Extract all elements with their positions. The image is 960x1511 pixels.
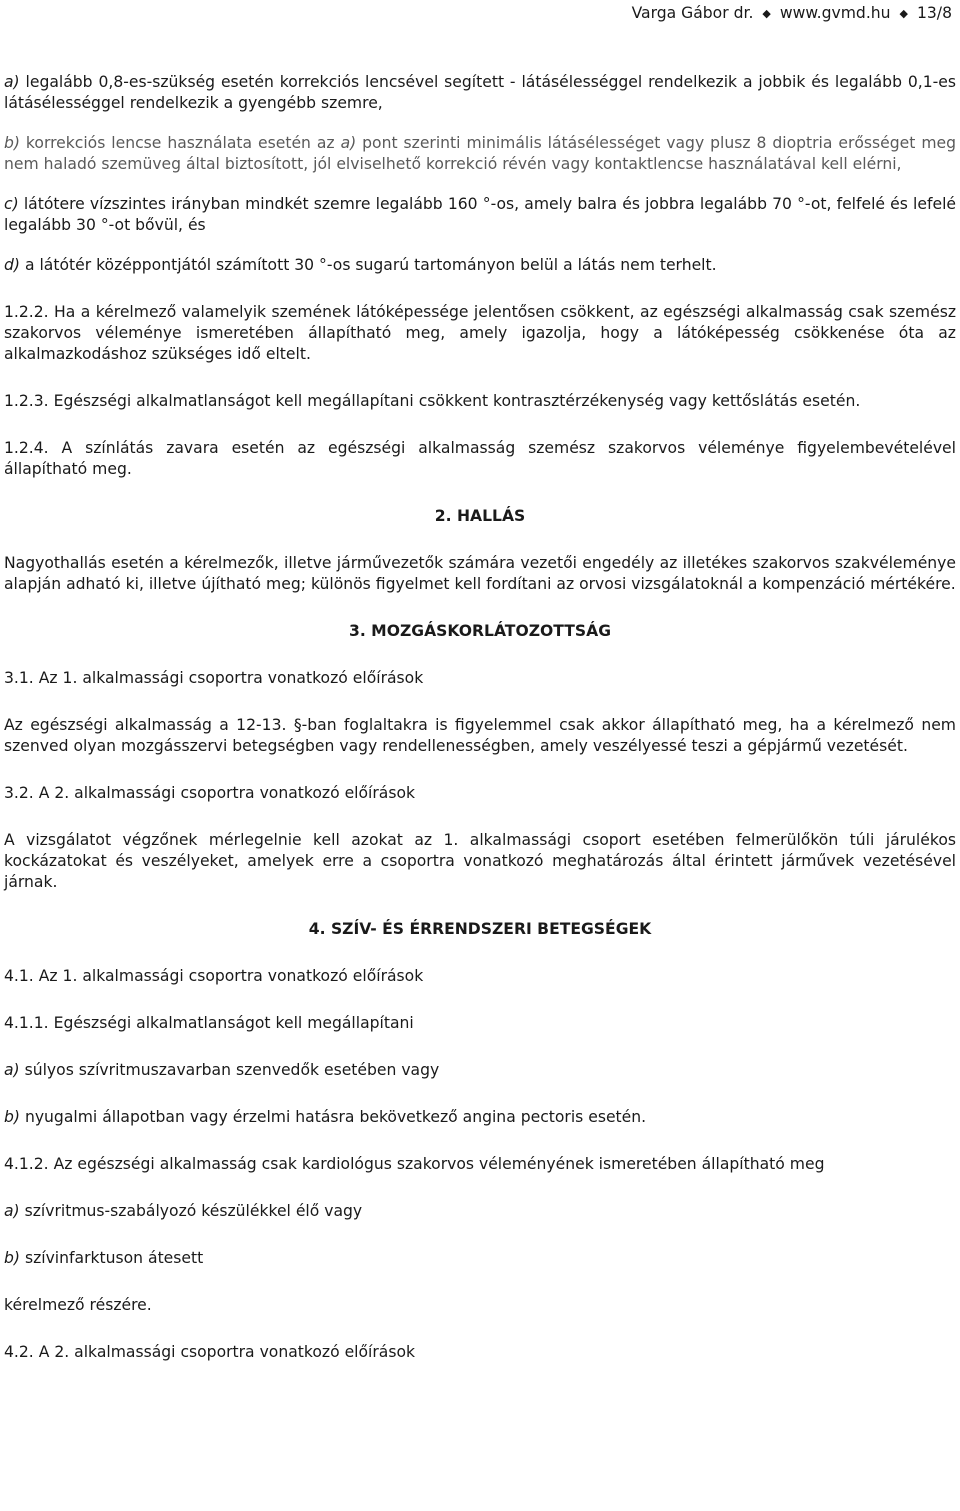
diamond-icon: ◆ xyxy=(899,7,908,20)
paragraph-1-2-2: 1.2.2. Ha a kérelmező valamelyik szemének látóképessége jelentősen csökkent, az egészségi alkalmasság csak szemész szakorvos véleménye ismeretében állapítható meg, amely igazolja, hogy a látóképesség csökkenése óta az alkalmazkodáshoz szükséges idő eltelt. xyxy=(4,303,956,363)
item-text: szívinfarktuson átesett xyxy=(19,1249,204,1267)
paragraph-d xyxy=(4,255,956,276)
item-label: a) xyxy=(4,73,20,91)
paragraph-hallas: Nagyothallás esetén a kérelmezők, illetve járművezetők számára vezetői engedély az illetékes szakorvos szakvéleménye alapján adható ki, illetve újítható meg; különös figyelmet kell fordítani az orvosi vizsgálatoknál a kompenzáció mértékére. xyxy=(4,554,956,593)
paragraph-3-1-body: Az egészségi alkalmasság a 12-13. §-ban foglaltakra is figyelemmel csak akkor állapítható meg, ha a kérelmező nem szenved olyan mozgásszervi betegségben vagy rendellenességben, amely veszélyessé teszi a gépjármű vezetését. xyxy=(4,716,956,755)
paragraph-kerelmezo: kérelmező részére. xyxy=(4,1296,152,1314)
section-heading-4: 4. SZÍV- ÉS ÉRRENDSZERI BETEGSÉGEK xyxy=(308,920,652,938)
section-heading-2: 2. HALLÁS xyxy=(434,507,526,525)
item-text: súlyos szívritmuszavarban szenvedők esetében vagy xyxy=(19,1061,440,1079)
subsection-4-2: 4.2. A 2. alkalmassági csoportra vonatkozó előírások xyxy=(4,1343,416,1361)
item-label: a) xyxy=(4,1061,20,1079)
item-4-1-2-a xyxy=(4,1201,956,1222)
item-text: szívritmus-szabályozó készülékkel élő vagy xyxy=(19,1202,363,1220)
item-text: legalább 0,8-es-szükség esetén korrekciós lencsével segített - látásélességgel rendelkezik a jobbik és legalább 0,1-es látásélességgel rendelkezik a gyengébb szemre, xyxy=(4,73,956,112)
item-label: b) xyxy=(4,1108,20,1126)
paragraph-c xyxy=(4,194,956,236)
subsection-4-1: 4.1. Az 1. alkalmassági csoportra vonatkozó előírások xyxy=(4,967,424,985)
item-text: látótere vízszintes irányban mindkét szemre legalább 160 °-os, amely balra és jobbra legalább 70 °-ot, felfelé és lefelé legalább 30 °-ot bővül, és xyxy=(4,195,956,234)
item-4-1-1-b xyxy=(4,1107,956,1128)
paragraph-b xyxy=(4,133,956,175)
paragraph-3-2-body: A vizsgálatot végzőnek mérlegelnie kell azokat az 1. alkalmassági csoport esetében felmerülőkön túli járulékos kockázatokat és veszélyeket, amelyek erre a csoportra vonatkozó meghatározás által érintett járművek vezetésével járnak. xyxy=(4,831,956,891)
section-heading-3: 3. MOZGÁSKORLÁTOZOTTSÁG xyxy=(348,622,611,640)
subsection-4-1-2: 4.1.2. Az egészségi alkalmasság csak kardiológus szakorvos véleményének ismeretében állapítható meg xyxy=(4,1155,825,1173)
page-header xyxy=(632,0,952,26)
item-text: a látótér középpontjától számított 30 °-os sugarú tartományon belül a látás nem terhelt. xyxy=(19,256,717,274)
header-page-number: 13/8 xyxy=(916,4,952,22)
header-site: www.gvmd.hu xyxy=(779,4,891,22)
item-text: pont szerinti minimális látásélességet vagy plusz 8 dioptria erősséget meg nem haladó szemüveg által biztosított, jól elviselhető korrekció révén vagy kontaktlencse használatával kell elérni, xyxy=(4,134,956,173)
item-label: d) xyxy=(4,256,20,274)
item-label: b) xyxy=(4,134,20,152)
item-label: a) xyxy=(4,1202,20,1220)
paragraph-1-2-4: 1.2.4. A színlátás zavara esetén az egészségi alkalmasság szemész szakorvos véleménye figyelembevételével állapítható meg. xyxy=(4,439,956,478)
item-text: nyugalmi állapotban vagy érzelmi hatásra bekövetkező angina pectoris esetén. xyxy=(19,1108,647,1126)
item-4-1-2-b xyxy=(4,1248,956,1269)
item-text: korrekciós lencse használata esetén az xyxy=(19,134,341,152)
paragraph-1-2-3: 1.2.3. Egészségi alkalmatlanságot kell megállapítani csökkent kontrasztérzékenység vagy kettőslátás esetén. xyxy=(4,392,861,410)
header-author: Varga Gábor dr. xyxy=(631,4,754,22)
item-label: b) xyxy=(4,1249,20,1267)
subsection-3-1: 3.1. Az 1. alkalmassági csoportra vonatkozó előírások xyxy=(4,669,424,687)
subsection-3-2: 3.2. A 2. alkalmassági csoportra vonatkozó előírások xyxy=(4,784,416,802)
item-4-1-1-a xyxy=(4,1060,956,1081)
paragraph-a xyxy=(4,72,956,114)
diamond-icon: ◆ xyxy=(762,7,771,20)
item-label: c) xyxy=(4,195,19,213)
subsection-4-1-1: 4.1.1. Egészségi alkalmatlanságot kell megállapítani xyxy=(4,1014,414,1032)
item-reference: a) xyxy=(340,134,357,152)
document-body xyxy=(4,72,956,1363)
